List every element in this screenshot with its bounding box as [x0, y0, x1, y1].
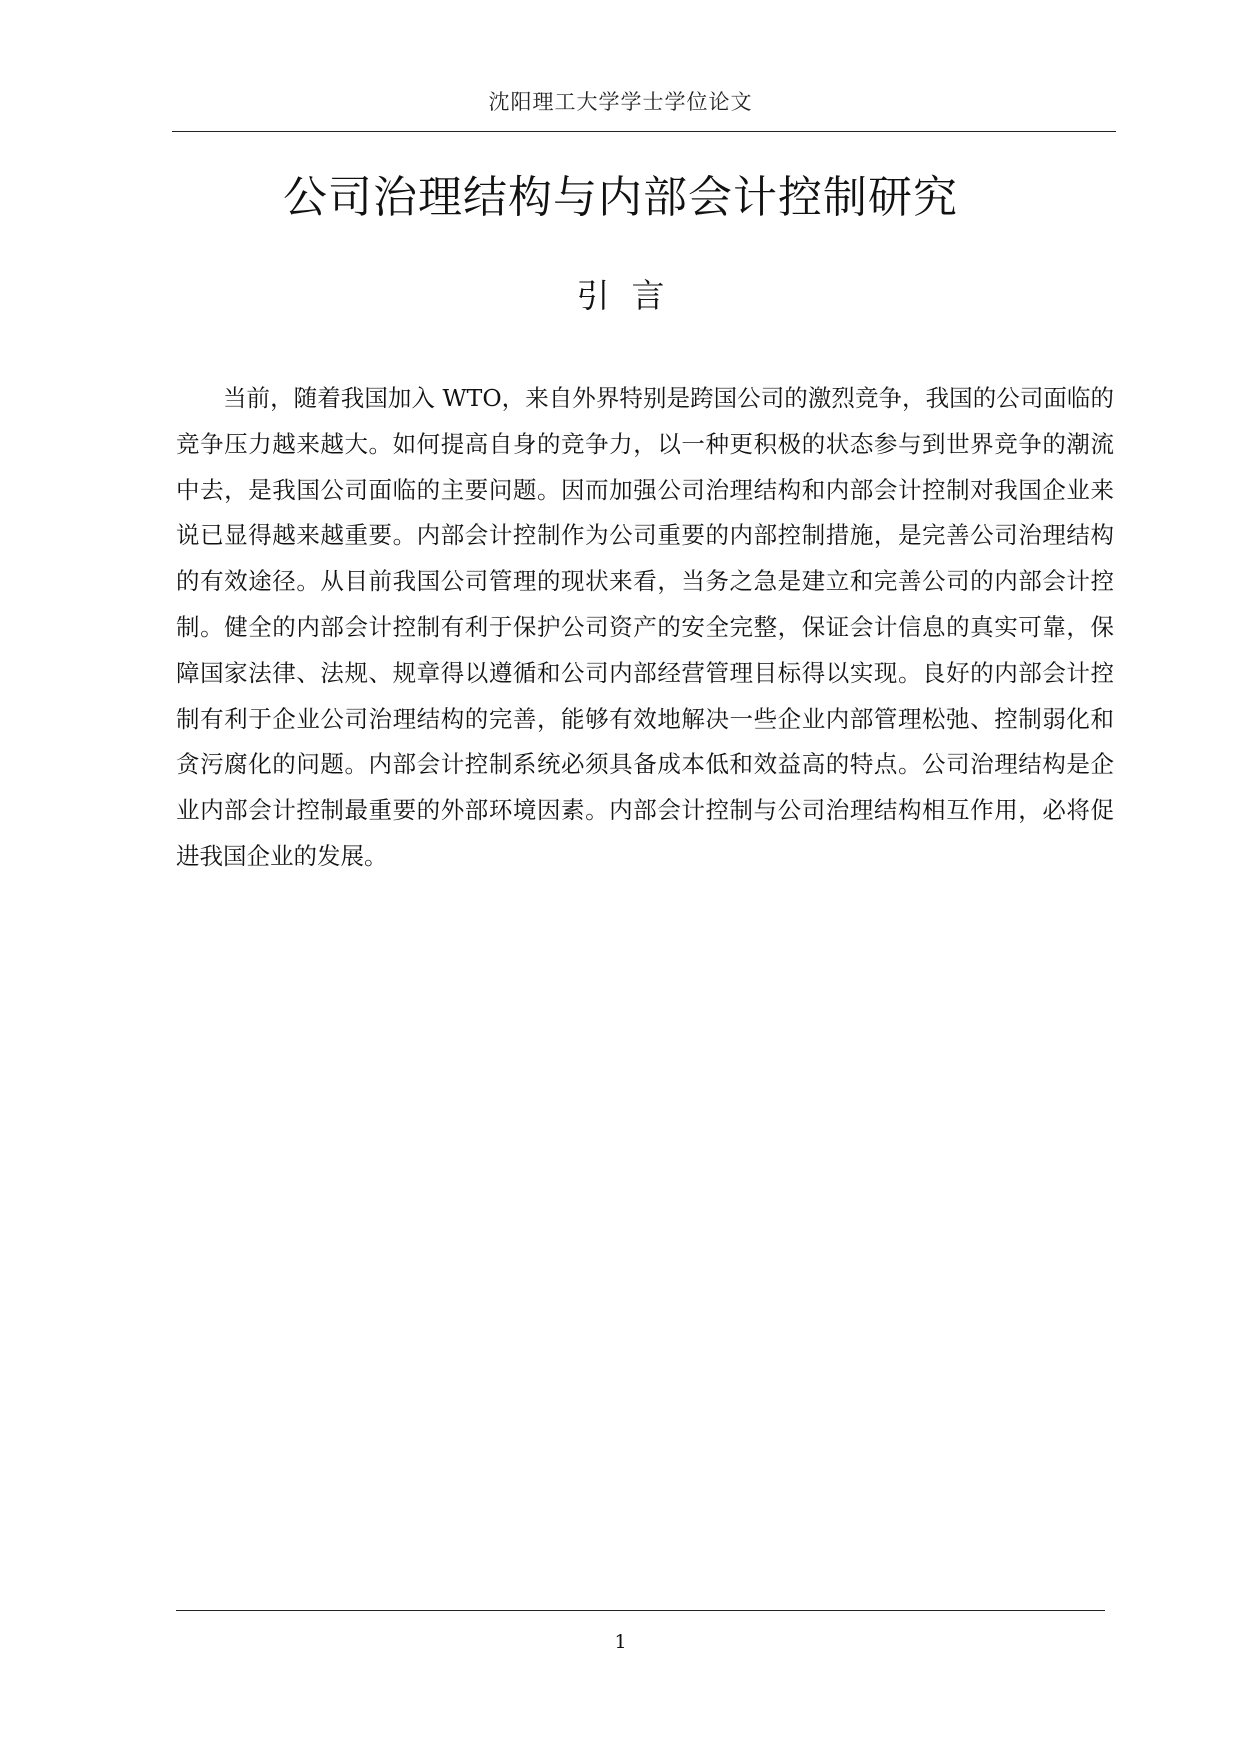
- footer-divider: [176, 1610, 1105, 1611]
- page-number: 1: [614, 1631, 627, 1653]
- header-divider: [172, 131, 1116, 132]
- running-header: 沈阳理工大学学士学位论文: [488, 90, 753, 114]
- section-heading: 引言: [576, 276, 687, 315]
- document-title: 公司治理结构与内部会计控制研究: [283, 172, 958, 223]
- body-paragraph: 当前，随着我国加入 WTO，来自外界特别是跨国公司的激烈竞争，我国的公司面临的竞争压力越来越大。如何提高自身的竞争力，以一种更积极的状态参与到世界竞争的潮流中去，是我国公司面临的主要问题。因而加强公司治理结构和内部会计控制对我国企业来说已显得越来越重要。内部会计控制作为公司重要的内部控制措施，是完善公司治理结构的有效途径。从目前我国公司管理的现状来看，当务之急是建立和完善公司的内部会计控制。健全的内部会计控制有利于保护公司资产的安全完整，保证会计信息的真实可靠，保障国家法律、法规、规章得以遵循和公司内部经营管理目标得以实现。良好的内部会计控制有利于企业公司治理结构的完善，能够有效地解决一些企业内部管理松弛、控制弱化和贪污腐化的问题。内部会计控制系统必须具备成本低和效益高的特点。公司治理结构是企业内部会计控制最重要的外部环境因素。内部会计控制与公司治理结构相互作用，必将促进我国企业的发展。: [176, 384, 1114, 870]
